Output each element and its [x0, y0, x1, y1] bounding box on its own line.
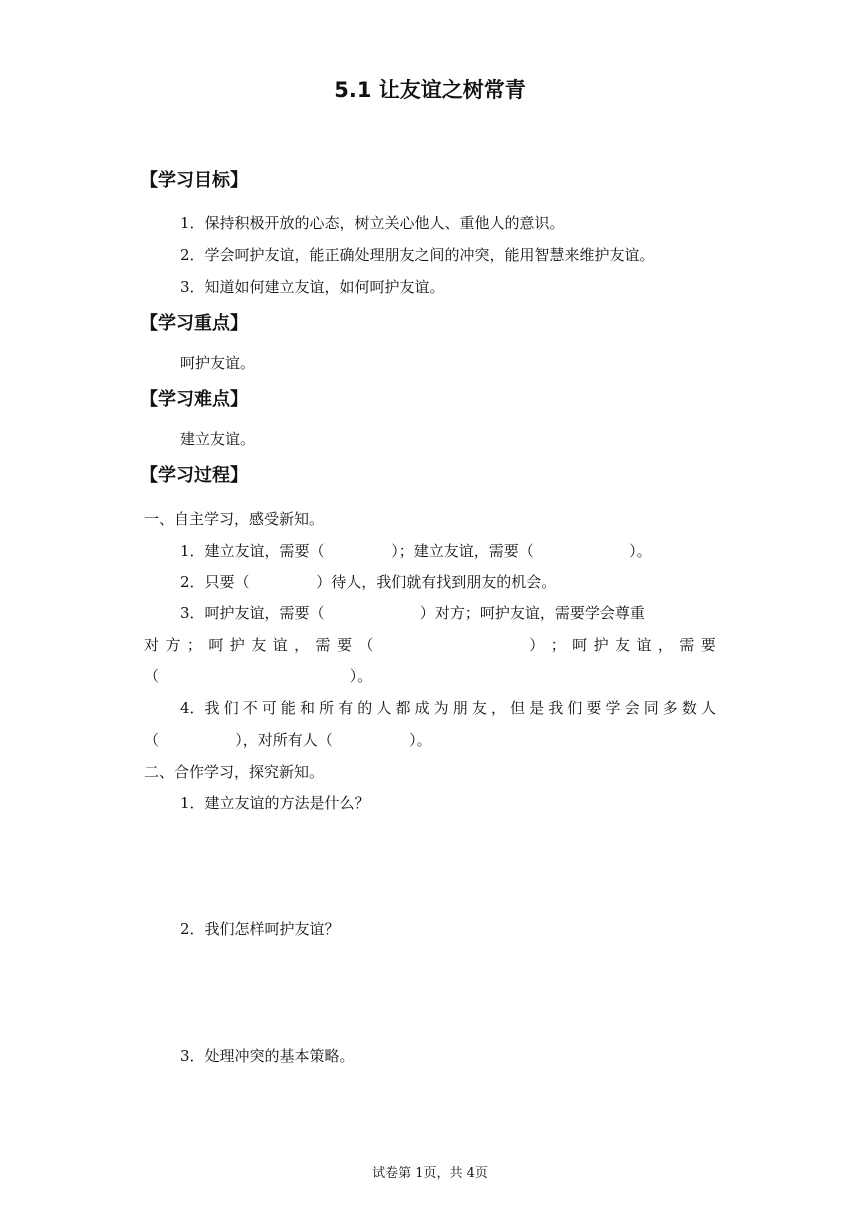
q4-line1-segment: 4．我: [180, 699, 220, 717]
q3-line2-segment: 要: [700, 636, 716, 654]
q3-line2-segment: 谊: [272, 636, 288, 654]
goal-item-2: 2．学会呵护友谊，能正确处理朋友之间的冲突，能用智慧来维护友谊。: [180, 246, 655, 264]
part2-title: 二、合作学习，探究新知。: [144, 763, 325, 781]
q4-line1-segment: 成: [414, 699, 430, 717]
q4-line1-segment: 所: [319, 699, 335, 717]
part1-question-3-line-2: [144, 634, 716, 655]
q4-line1-segment: 要: [586, 699, 602, 717]
q4-line1-segment: 为: [433, 699, 449, 717]
q4-line1-segment: 和: [300, 699, 316, 717]
q4-line1-segment: 能: [280, 699, 296, 717]
q3-line2-segment: ）: [529, 636, 545, 654]
part1-question-1: 1．建立友谊，需要（ ）；建立友谊，需要（ ）。: [180, 542, 652, 560]
q3-line2-segment: 呵: [572, 636, 588, 654]
q3-line2-segment: ，: [657, 636, 673, 654]
part1-question-3-line-1: 3．呵护友谊，需要（ ）对方；呵护友谊，需要学会尊重: [180, 604, 645, 622]
q4-line1-segment: 我: [548, 699, 564, 717]
page-footer: 试卷第 1页，共 4页: [372, 1166, 488, 1181]
q4-line1-segment: 人: [700, 699, 716, 717]
part2-question-1: 1．建立友谊的方法是什么？: [180, 794, 370, 812]
q3-line2-segment: 需: [679, 636, 695, 654]
q3-line2-segment: 要: [336, 636, 352, 654]
q4-line1-segment: 们: [567, 699, 583, 717]
q4-line1-segment: 可: [261, 699, 277, 717]
key-points-text: 呵护友谊。: [180, 354, 256, 372]
q3-line2-segment: [380, 634, 523, 655]
q4-line1-segment: 人: [376, 699, 392, 717]
document-title: 5.1 让友谊之树常青: [334, 78, 526, 102]
q3-line2-segment: 需: [315, 636, 331, 654]
q4-line1-segment: 友: [471, 699, 487, 717]
q3-line2-segment: 呵: [208, 636, 224, 654]
q4-line1-segment: 多: [662, 699, 678, 717]
q4-line1-segment: 数: [681, 699, 697, 717]
q4-line1-segment: 有: [338, 699, 354, 717]
q3-line2-segment: （: [358, 636, 374, 654]
q3-line2-segment: ；: [186, 636, 202, 654]
q3-line2-segment: 友: [251, 636, 267, 654]
q4-line1-segment: 学: [605, 699, 621, 717]
q4-line1-segment: 但: [510, 699, 526, 717]
q4-line1-segment: 们: [223, 699, 239, 717]
q4-line1-segment: 同: [643, 699, 659, 717]
part1-title: 一、自主学习，感受新知。: [144, 510, 325, 528]
q3-line2-segment: 方: [165, 636, 181, 654]
heading-difficulties: 【学习难点】: [140, 389, 248, 410]
q3-line2-segment: 谊: [636, 636, 652, 654]
part1-question-4-line-2: （ ），对所有人（ ）。: [144, 731, 432, 749]
heading-learning-goals: 【学习目标】: [140, 170, 248, 191]
q3-line2-segment: ；: [550, 636, 566, 654]
part1-question-4-line-1: [180, 697, 716, 718]
q3-line2-segment: 护: [593, 636, 609, 654]
q4-line1-segment: 的: [357, 699, 373, 717]
q4-line1-segment: 都: [395, 699, 411, 717]
part1-question-2: 2．只要（ ）待人，我们就有找到朋友的机会。: [180, 573, 557, 591]
q3-line2-segment: 友: [615, 636, 631, 654]
q4-line1-segment: ，: [490, 699, 506, 717]
goal-item-1: 1．保持积极开放的心态，树立关心他人、重他人的意识。: [180, 214, 565, 232]
q4-line1-segment: 不: [242, 699, 258, 717]
heading-learning-process: 【学习过程】: [140, 465, 248, 486]
q3-line2-segment: 护: [229, 636, 245, 654]
q4-line1-segment: 会: [624, 699, 640, 717]
q4-line1-segment: 朋: [452, 699, 468, 717]
q3-line2-segment: 对: [144, 636, 160, 654]
part1-question-3-line-3: （ ）。: [144, 667, 373, 685]
part2-question-2: 2．我们怎样呵护友谊？: [180, 920, 340, 938]
goal-item-3: 3．知道如何建立友谊，如何呵护友谊。: [180, 278, 445, 296]
heading-key-points: 【学习重点】: [140, 313, 248, 334]
q4-line1-segment: 是: [529, 699, 545, 717]
q3-line2-segment: ，: [294, 636, 310, 654]
difficulties-text: 建立友谊。: [180, 430, 256, 448]
part2-question-3: 3．处理冲突的基本策略。: [180, 1047, 355, 1065]
